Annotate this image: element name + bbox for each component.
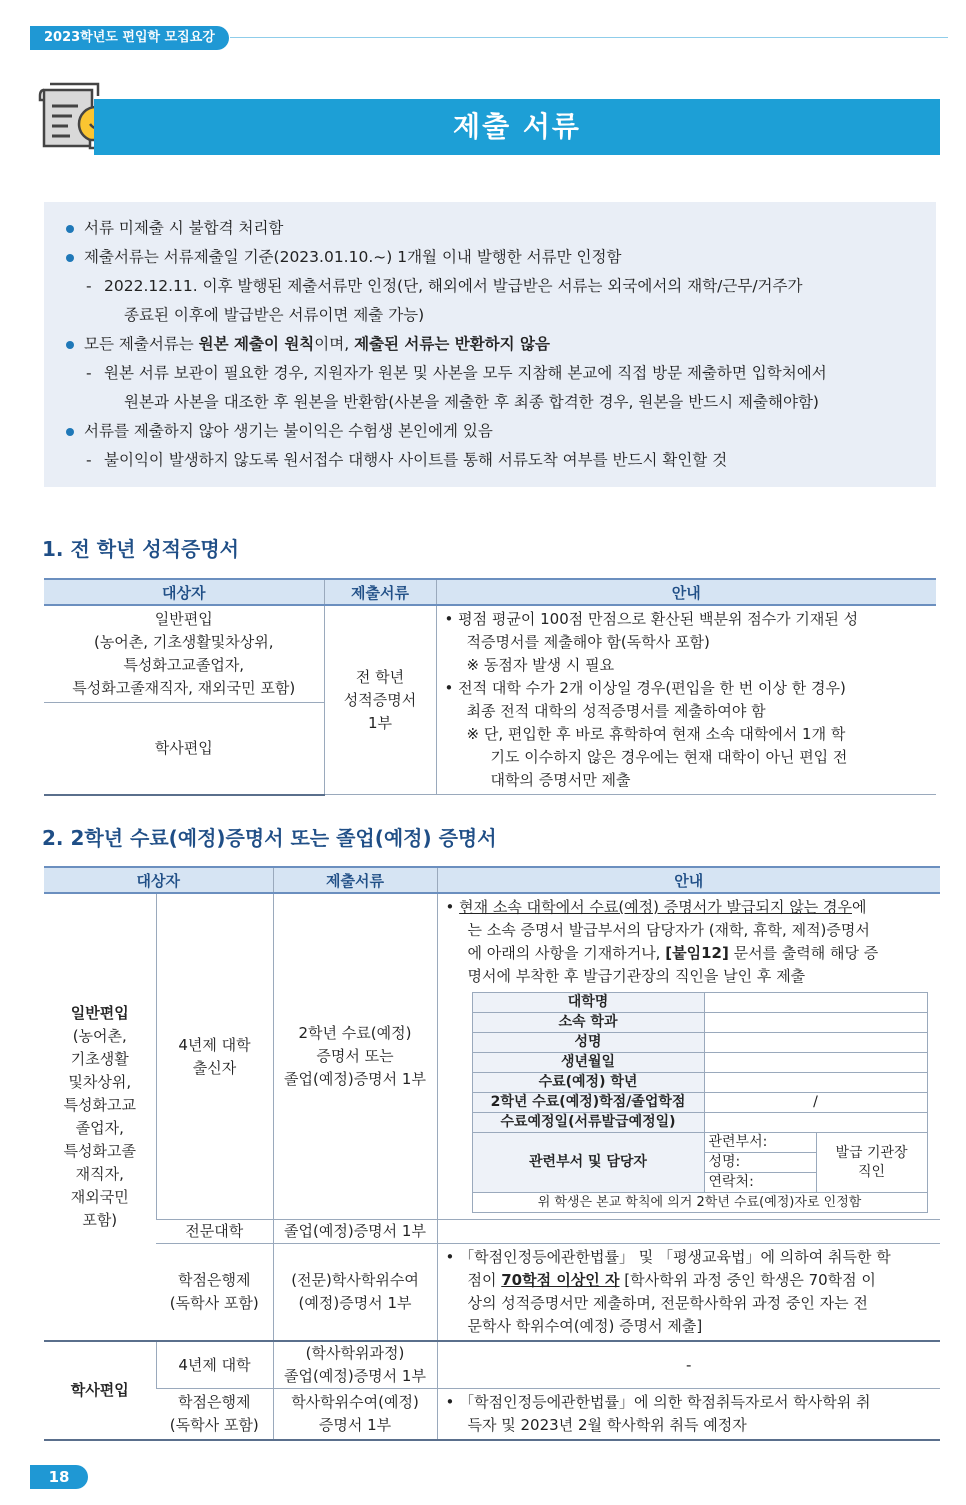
notice-subitem: - 원본 서류 보관이 필요한 경우, 지원자가 원본 및 사본을 모두 지참해 본교에 직접 방문 제출하면 입학처에서 xyxy=(86,364,827,382)
col-header: 대상자 xyxy=(44,867,273,893)
header-label: 2023학년도 편입학 모집요강 xyxy=(30,26,229,50)
certificate-form: 대학명 소속 학과 성명 생년월일 수료(예정) 학년 2학년 수료(예정)학점/졸업학점 / 수료예정일(서류발급예정일) 관련부서 및 담당자 관련부서: 발급 기관장 직인 성명: 연락처: 위 학생은 본교 학칙에 의거 2학년 수료(예정)자로 인정함 xyxy=(472,992,928,1213)
section2-title: 2. 2학년 수료(예정)증명서 또는 졸업(예정) 증명서 xyxy=(42,826,497,850)
group-general: 일반편입 (농어촌, 기초생활 및차상위, 특성화고교 졸업자, 특성화고졸 재직자, 재외국민 포함) xyxy=(44,893,156,1341)
notice-subitem: - 2022.12.11. 이후 발행된 제출서류만 인정(단, 해외에서 발급받은 서류는 외국에서의 재학/근무/거주가 xyxy=(86,277,803,295)
section1-title: 1. 전 학년 성적증명서 xyxy=(42,537,239,561)
type-credit-bank: 학점은행제 (독학사 포함) xyxy=(156,1244,273,1342)
guide-cell: • 평점 평균이 100점 만점으로 환산된 백분위 점수가 기재된 성 적증명서를 제출해야 함(독학사 포함) ※ 동점자 발생 시 필요 • 전적 대학 수가 2개 이상일 경우(편입을 한 번 이상 한 경우) 최종 전적 대학의 성적증명서를 제출하여야 함 ※ 단, 편입한 후 바로 휴학하여 현재 소속 대학에서 1개 학 기도 이수하지 않은 경우에는 현재 대학이 아닌 편입 전 대학의 증명서만 제출 xyxy=(436,605,936,795)
guide-cell: • 「학점인정등에관한법률」에 의한 학점취득자로서 학사학위 취 득자 및 2023년 2월 학사학위 취득 예정자 xyxy=(437,1389,940,1441)
notice-item: 서류 미제출 시 불합격 처리함 xyxy=(64,214,916,243)
target-bachelor: 학사편입 xyxy=(44,703,324,795)
type-4year: 4년제 대학 출신자 xyxy=(156,893,273,1220)
guide-cell: • 현재 소속 대학에서 수료(예정) 증명서가 발급되지 않는 경우에 는 소속 증명서 발급부서의 담당자가 (재학, 휴학, 제적)증명서 에 아래의 사항을 기재하거나, [붙임12] 문서를 출력해 해당 증 명서에 부착한 후 발급기관장의 직인을 날인 후 제출 대학명 소속 학과 성명 생년월일 수료(예정) 학년 2학년 수료(예정)학점/졸업학점 / 수료예정일(서류발급예정일) 관련부서 및 담당자 관련부서: 발급 기관장 직인 성명: 연락처: 위 학생은 본교 학칙에 의거 2학년 수료(예정)자로 인정함 xyxy=(437,893,940,1220)
bullet-icon xyxy=(66,225,74,233)
notice-continuation: 종료된 이후에 발급받은 서류이면 제출 가능) xyxy=(124,306,425,324)
doc-cell: 졸업(예정)증명서 1부 xyxy=(273,1220,437,1244)
col-header: 대상자 xyxy=(44,579,324,605)
bullet-icon xyxy=(66,341,74,349)
col-header: 제출서류 xyxy=(273,867,437,893)
target-general: 일반편입 (농어촌, 기초생활및차상위, 특성화고교졸업자, 특성화고졸재직자, 재외국민 포함) xyxy=(44,605,324,703)
doc-cell: (전문)학사학위수여 (예정)증명서 1부 xyxy=(273,1244,437,1342)
page-number: 18 xyxy=(30,1465,88,1489)
col-header: 제출서류 xyxy=(324,579,436,605)
section1-table xyxy=(44,578,936,796)
notice-item: 모든 제출서류는 원본 제출이 원칙이며, 제출된 서류는 반환하지 않음 xyxy=(64,330,916,359)
doc-cell: 학사학위수여(예정) 증명서 1부 xyxy=(273,1389,437,1441)
notice-subitem: - 불이익이 발생하지 않도록 원서접수 대행사 사이트를 통해 서류도착 여부를 반드시 확인할 것 xyxy=(86,451,728,469)
notice-continuation: 원본과 사본을 대조한 후 원본을 반환함(사본을 제출한 후 최종 합격한 경우, 원본을 반드시 제출해야함) xyxy=(124,393,819,411)
type-credit-bank: 학점은행제 (독학사 포함) xyxy=(156,1389,273,1441)
guide-cell xyxy=(437,1220,940,1244)
bullet-icon xyxy=(66,428,74,436)
notice-box xyxy=(44,202,936,487)
doc-cell: (학사학위과정) 졸업(예정)증명서 1부 xyxy=(273,1341,437,1389)
type-college: 전문대학 xyxy=(156,1220,273,1244)
section2-table xyxy=(44,866,940,1441)
doc-cell: 전 학년 성적증명서 1부 xyxy=(324,605,436,795)
col-header: 안내 xyxy=(436,579,936,605)
guide-cell: - xyxy=(437,1341,940,1389)
header-divider xyxy=(230,37,948,38)
type-4year: 4년제 대학 xyxy=(156,1341,273,1389)
notice-item: 제출서류는 서류제출일 기준(2023.01.10.~) 1개월 이내 발행한 서류만 인정함 xyxy=(64,243,916,272)
group-bachelor: 학사편입 xyxy=(44,1341,156,1440)
bullet-icon xyxy=(66,254,74,262)
doc-cell: 2학년 수료(예정) 증명서 또는 졸업(예정)증명서 1부 xyxy=(273,893,437,1220)
col-header: 안내 xyxy=(437,867,940,893)
notice-item: 서류를 제출하지 않아 생기는 불이익은 수험생 본인에게 있음 xyxy=(64,417,916,446)
page-title: 제출 서류 xyxy=(94,99,940,155)
guide-cell: • 「학점인정등에관한법률」 및 「평생교육법」에 의하여 취득한 학 점이 70학점 이상인 자 [학사학위 과정 중인 학생은 70학점 이 상의 성적증명서만 제출하며, 전문학사학위 과정 중인 자는 전 문학사 학위수여(예정) 증명서 제출] xyxy=(437,1244,940,1342)
